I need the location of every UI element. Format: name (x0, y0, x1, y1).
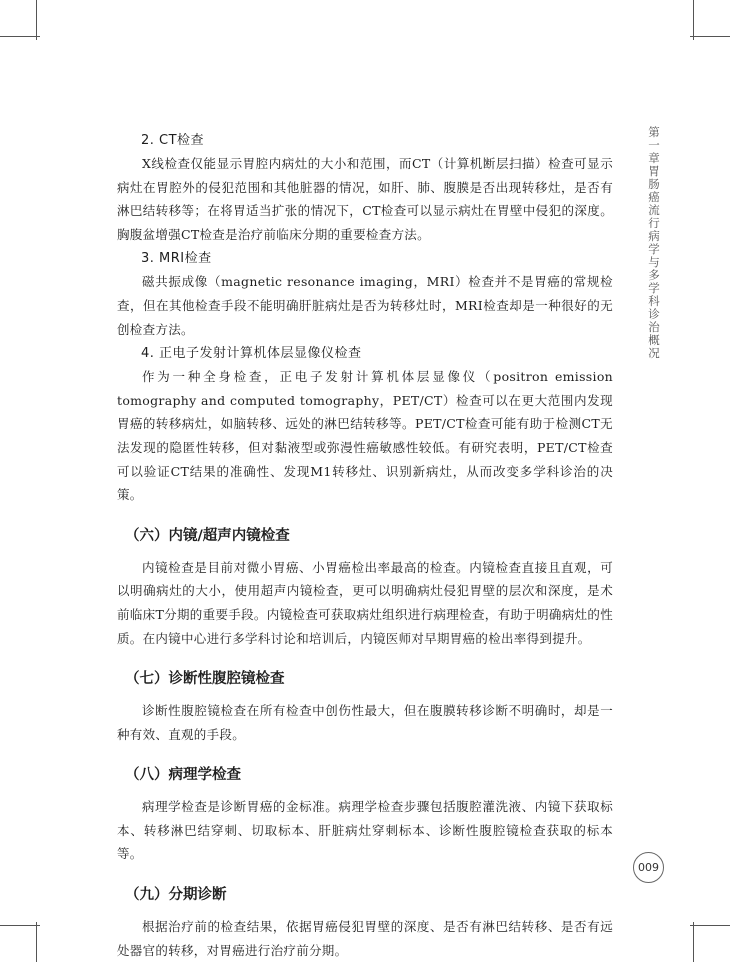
page-number: 009 (633, 852, 664, 883)
sub-heading: 3. MRI检查 (141, 251, 212, 267)
crop-mark-bottom-left-h (0, 925, 40, 926)
section-heading: （七）诊断性腹腔镜检查 (125, 671, 285, 688)
crop-mark-top-right-h (690, 36, 730, 37)
sub-heading: 2. CT检查 (141, 133, 205, 148)
paragraph: X线检查仅能显示胃腔内病灶的大小和范围，而CT（计算机断层扫描）检查可显示病灶在胃腔外的侵犯范围和其他脏器的情况，如肝、肺、腹膜是否出现转移灶，是否有淋巴结转移等；在将胃适当扩张的情况下，CT检查可以显示病灶在胃壁中侵犯的深度。胸腹盆增强CT检查是治疗前临床分期的重要检查方法。 (117, 156, 613, 242)
section-heading: （八）病理学检查 (125, 767, 241, 784)
crop-mark-top-left-v (36, 0, 37, 40)
paragraph: 作为一种全身检查，正电子发射计算机体层显像仪（positron emission tomography and computed tomography，PET/CT）检查可以在更大范围内发现胃癌的转移病灶，如脑转移、远处的淋巴结转移等。PET/CT检查可能有助于检测CT无法发现的隐匿性转移，但对黏液型或弥漫性癌敏感性较低。有研究表明，PET/CT检查可以验证CT结果的准确性、发现M1转移灶、识别新病灶，从而改变多学科诊治的决策。 (117, 369, 613, 503)
crop-mark-bottom-right-h (690, 925, 730, 926)
sub-heading: 4. 正电子发射计算机体层显像仪检查 (141, 346, 362, 362)
crop-mark-bottom-right-v (693, 922, 694, 962)
paragraph: 诊断性腹腔镜检查在所有检查中创伤性最大，但在腹膜转移诊断不明确时，却是一种有效、直观的手段。 (117, 703, 613, 742)
page-content (117, 128, 613, 962)
paragraph: 内镜检查是目前对微小胃癌、小胃癌检出率最高的检查。内镜检查直接且直观，可以明确病灶的大小，使用超声内镜检查，更可以明确病灶侵犯胃壁的层次和深度，是术前临床T分期的重要手段。内镜检查可获取病灶组织进行病理检查，有助于明确病灶的性质。在内镜中心进行多学科讨论和培训后，内镜医师对早期胃癌的检出率得到提升。 (117, 559, 613, 646)
crop-mark-top-right-v (693, 0, 694, 40)
section-heading: （六）内镜/超声内镜检查 (125, 527, 290, 544)
paragraph: 磁共振成像（magnetic resonance imaging，MRI）检查并不是胃癌的常规检查，但在其他检查手段不能明确肝脏病灶是否为转移灶时，MRI检查却是一种很好的无创检查方法。 (117, 274, 613, 337)
crop-mark-bottom-left-v (36, 922, 37, 962)
chapter-side-tab: 第一章 胃肠癌流行病学与多学科诊治概况 (648, 125, 660, 360)
paragraph: 病理学检查是诊断胃癌的金标准。病理学检查步骤包括腹腔灌洗液、内镜下获取标本、转移淋巴结穿刺、切取标本、肝脏病灶穿刺标本、诊断性腹腔镜检查获取的标本等。 (117, 799, 613, 862)
section-heading: （九）分期诊断 (125, 887, 227, 904)
crop-mark-top-left-h (0, 36, 40, 37)
paragraph: 根据治疗前的检查结果，依据胃癌侵犯胃壁的深度、是否有淋巴结转移、是否有远处器官的转移，对胃癌进行治疗前分期。 (117, 919, 613, 958)
